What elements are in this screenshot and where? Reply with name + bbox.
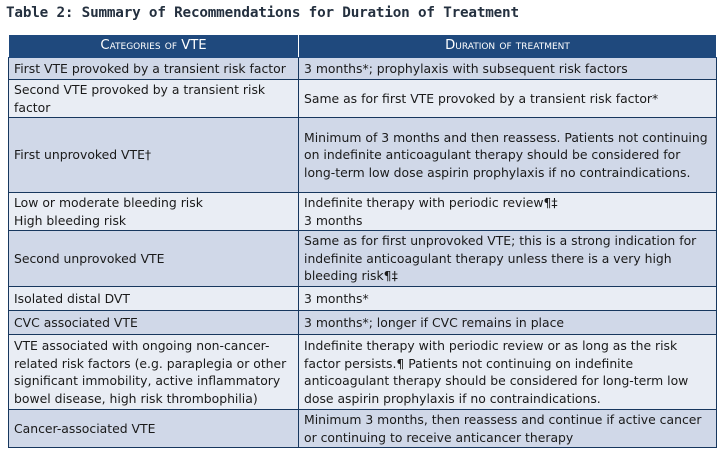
duration-cell <box>299 58 717 80</box>
header-duration: Duration of treatment <box>299 35 717 58</box>
duration-cell-text: Minimum of 3 months and then reassess. Patients not continuing on indefinite anticoagulant therapy should be considered for long-term low dose aspirin prophylaxis if no contraindications. <box>304 129 708 180</box>
duration-cell <box>299 311 717 335</box>
category-cell <box>9 118 299 193</box>
table-row <box>9 410 717 448</box>
category-cell-text: VTE associated with ongoing non-cancer-related risk factors (e.g. paraplegia or other significant immobility, active inflammatory bowel disease, high risk thrombophilia) <box>14 338 287 406</box>
category-cell-text: First unprovoked VTE† <box>14 147 152 163</box>
duration-cell <box>299 335 717 410</box>
duration-cell-text: Indefinite therapy with periodic review¶‡ <box>304 195 558 210</box>
category-cell <box>9 80 299 118</box>
table-row <box>9 80 717 118</box>
duration-cell-text: Indefinite therapy with periodic review or as long as the risk factor persists.¶ Patients not continuing on indefinite anticoagulant therapy should be considered for long-term low dose aspirin prophylaxis if no contraindications. <box>304 338 689 406</box>
duration-cell-text: Minimum 3 months, then reassess and continue if active cancer or continuing to receive anticancer therapy <box>304 412 702 445</box>
duration-cell <box>299 231 717 287</box>
category-cell <box>9 231 299 287</box>
duration-cell-text: Same as for first unprovoked VTE; this is a strong indication for indefinite anticoagulant therapy unless there is a very high bleeding risk¶‡ <box>304 233 697 284</box>
recommendations-table <box>8 34 717 448</box>
category-cell-text: Cancer-associated VTE <box>14 420 156 436</box>
category-cell <box>9 335 299 410</box>
duration-cell <box>299 410 717 448</box>
category-cell-text: Isolated distal DVT <box>14 290 130 306</box>
table-row <box>9 231 717 287</box>
table-header-row <box>9 35 717 58</box>
duration-cell-text: 3 months*; prophylaxis with subsequent risk factors <box>304 60 628 76</box>
category-cell <box>9 410 299 448</box>
table-row <box>9 118 717 193</box>
table-row <box>9 193 717 231</box>
duration-cell-text: 3 months <box>304 212 363 228</box>
duration-cell <box>299 118 717 193</box>
duration-cell-text: 3 months* <box>304 290 369 306</box>
category-cell <box>9 311 299 335</box>
category-cell-text: Second VTE provoked by a transient risk factor <box>14 82 266 115</box>
category-cell-text: First VTE provoked by a transient risk factor <box>14 60 286 76</box>
category-cell-text: Low or moderate bleeding risk <box>14 195 203 210</box>
table-row <box>9 335 717 410</box>
category-cell <box>9 58 299 80</box>
table-row <box>9 287 717 311</box>
table-caption: Table 2: Summary of Recommendations for Duration of Treatment <box>6 5 519 21</box>
category-cell-text: CVC associated VTE <box>14 314 138 330</box>
duration-cell-text: 3 months*; longer if CVC remains in place <box>304 314 565 330</box>
duration-cell <box>299 287 717 311</box>
category-cell <box>9 287 299 311</box>
table-row <box>9 311 717 335</box>
duration-cell <box>299 193 717 231</box>
duration-cell <box>299 80 717 118</box>
category-cell-text: Second unprovoked VTE <box>14 250 165 266</box>
category-cell <box>9 193 299 231</box>
duration-cell-text: Same as for first VTE provoked by a transient risk factor* <box>304 90 659 106</box>
header-categories: Categories of VTE <box>9 35 299 58</box>
category-cell-text: High bleeding risk <box>14 212 127 228</box>
table-row <box>9 58 717 80</box>
